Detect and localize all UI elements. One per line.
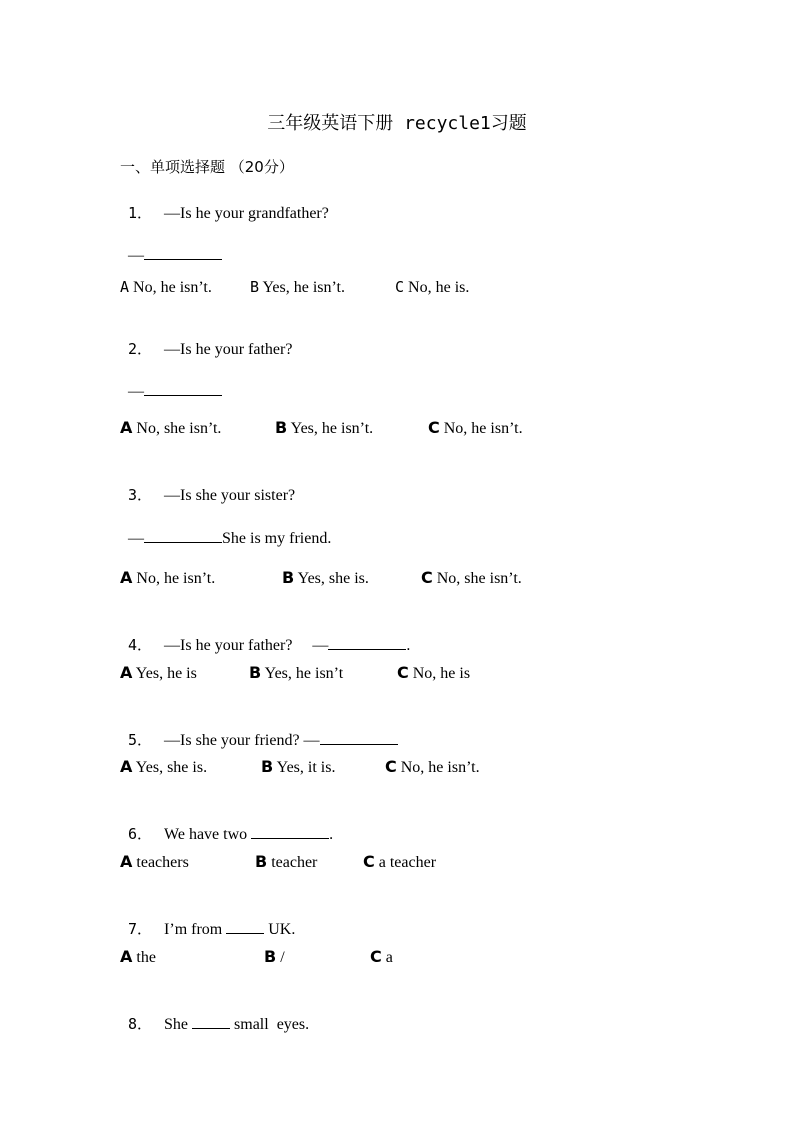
answer-after: . [329,826,334,843]
option-text: the [136,949,156,966]
option-letter: C [370,947,382,966]
question-number: 7． [128,920,153,938]
answer-dash: — [128,247,144,264]
option-text: Yes, he isn’t. [290,420,374,437]
option-text: No, he is. [408,279,470,296]
option-text: a [385,949,393,966]
question-number: 2． [128,340,153,358]
question-5 [120,710,398,751]
section-heading: 一、单项选择题 （20分） [120,158,294,176]
option-text: Yes, he isn’t. [262,279,345,296]
option-letter: A [120,663,133,682]
option-text: No, he isn’t. [133,279,212,296]
question-number: 4． [128,636,153,654]
question-4 [120,615,410,656]
option-text: No, she isn’t. [436,570,522,587]
answer-dash: — [303,732,320,749]
option-letter: B [275,418,288,437]
question-stem: —Is he your father? [164,637,293,654]
option-letter: B [255,852,268,871]
answer-blank[interactable] [226,919,264,934]
question-number: 6． [128,825,153,843]
question-number: 5． [128,731,153,749]
option-letter: C [421,568,433,587]
option-text: No, he isn’t. [443,420,523,437]
question-1 [120,183,329,224]
option-letter: C [363,852,375,871]
option-text: No, he isn’t. [136,570,216,587]
question-number: 1． [128,204,153,222]
option-letter: B [264,947,277,966]
question-2 [120,319,292,360]
answer-blank[interactable] [320,730,398,745]
answer-blank[interactable] [144,528,222,543]
option-letter: B [261,757,274,776]
question-stem: We have two [164,826,248,843]
question-stem: —Is she your sister? [164,487,296,504]
option-text: a teacher [378,854,437,871]
option-letter: B [249,663,262,682]
question-number: 8． [128,1015,153,1033]
option-letter: A [120,852,133,871]
answer-after: UK. [268,921,296,938]
answer-blank[interactable] [144,245,222,260]
option-text: Yes, it is. [276,759,336,776]
option-text: teachers [136,854,189,871]
option-letter: C [395,278,405,296]
answer-line-3 [120,508,331,549]
option-letter: A [120,278,130,296]
option-text: / [280,949,285,966]
question-stem: —Is he your father? [164,341,293,358]
option-text: No, she isn’t. [136,420,222,437]
option-letter: A [120,418,133,437]
answer-dash: — [128,383,144,400]
option-letter: C [397,663,409,682]
option-letter: A [120,757,133,776]
option-letter: C [385,757,397,776]
option-text: No, he is [412,665,471,682]
option-text: Yes, she is. [135,759,208,776]
answer-line-2 [120,361,222,402]
option-letter: A [120,568,133,587]
page-title: 三年级英语下册 recycle1习题 [267,113,527,134]
question-stem: She [164,1016,189,1033]
question-number: 3． [128,486,153,504]
answer-blank[interactable] [192,1014,230,1029]
option-text: No, he isn’t. [400,759,480,776]
question-3 [120,465,295,506]
answer-blank[interactable] [251,824,329,839]
question-8 [120,994,309,1035]
answer-after: . [406,637,411,654]
question-6 [120,804,333,845]
question-stem: I’m from [164,921,223,938]
answer-line-1 [120,225,222,266]
question-stem: —Is he your grandfather? [164,205,329,222]
option-text: teacher [271,854,318,871]
answer-after: She is my friend. [222,530,332,547]
question-7 [120,899,295,940]
answer-blank[interactable] [144,381,222,396]
answer-after: small eyes. [234,1016,310,1033]
option-text: Yes, he isn’t [264,665,344,682]
answer-dash: — [312,637,329,654]
option-text: Yes, he is [135,665,197,682]
option-letter: B [250,278,260,296]
option-text: Yes, she is. [297,570,369,587]
option-letter: B [282,568,295,587]
answer-dash: — [128,530,144,547]
option-letter: A [120,947,133,966]
answer-blank[interactable] [328,635,406,650]
option-letter: C [428,418,440,437]
question-stem: —Is she your friend? [164,732,300,749]
